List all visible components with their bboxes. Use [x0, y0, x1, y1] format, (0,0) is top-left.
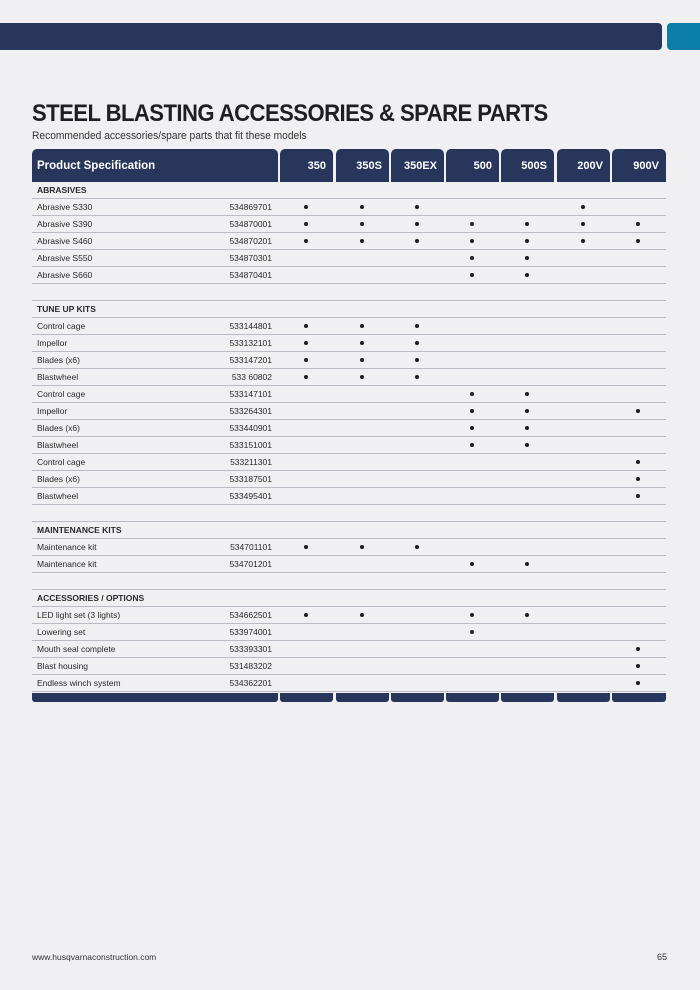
table-row [32, 216, 666, 233]
table-row [32, 420, 666, 437]
fit-dot-icon [360, 358, 364, 362]
fit-dot-icon [581, 205, 585, 209]
part-number: 534870401 [229, 270, 272, 280]
part-number: 534662501 [229, 610, 272, 620]
fit-dot-icon [415, 358, 419, 362]
part-number: 533211301 [230, 457, 272, 467]
table-row [32, 369, 666, 386]
header-product-specification: Product Specification [32, 149, 278, 182]
fit-dot-icon [360, 324, 364, 328]
fit-dot-icon [525, 443, 529, 447]
fit-dot-icon [525, 409, 529, 413]
table-row [32, 386, 666, 403]
fit-dot-icon [470, 426, 474, 430]
fit-dot-icon [636, 409, 640, 413]
fit-dot-icon [525, 392, 529, 396]
fit-dot-icon [525, 222, 529, 226]
section-header [32, 301, 666, 318]
section-title: TUNE UP KITS [37, 304, 96, 314]
fit-dot-icon [415, 239, 419, 243]
footer-bar-segment [336, 693, 389, 702]
part-name: Blastwheel [37, 372, 79, 382]
part-number: 533147201 [229, 355, 272, 365]
fit-dot-icon [525, 613, 529, 617]
fit-dot-icon [415, 324, 419, 328]
section-header [32, 522, 666, 539]
part-name: Abrasive S390 [37, 219, 93, 229]
fit-dot-icon [304, 545, 308, 549]
header-model-900v: 900V [612, 149, 666, 182]
part-number: 533147101 [229, 389, 272, 399]
top-banner-accent [667, 23, 700, 50]
part-number: 533264301 [229, 406, 272, 416]
part-number: 534870301 [229, 253, 272, 263]
table-row [32, 539, 666, 556]
fit-dot-icon [470, 273, 474, 277]
fit-dot-icon [304, 239, 308, 243]
fit-dot-icon [415, 341, 419, 345]
footer-bar-segment [391, 693, 444, 702]
fit-dot-icon [470, 630, 474, 634]
table-body [32, 182, 666, 692]
part-name: Impellor [37, 406, 68, 416]
fit-dot-icon [304, 358, 308, 362]
part-name: Abrasive S460 [37, 236, 93, 246]
part-name: Blastwheel [37, 440, 79, 450]
part-number: 533151001 [229, 440, 272, 450]
section-spacer [32, 573, 666, 590]
part-number: 533440901 [229, 423, 272, 433]
table-row [32, 267, 666, 284]
table-row [32, 352, 666, 369]
page-title: STEEL BLASTING ACCESSORIES & SPARE PARTS [32, 100, 548, 127]
fit-dot-icon [525, 239, 529, 243]
part-name: Mouth seal complete [37, 644, 116, 654]
table-row [32, 488, 666, 505]
part-name: Impellor [37, 338, 68, 348]
fit-dot-icon [304, 375, 308, 379]
table-row [32, 454, 666, 471]
fit-dot-icon [636, 222, 640, 226]
part-name: Blastwheel [37, 491, 79, 501]
part-number: 533974001 [229, 627, 272, 637]
section-spacer [32, 284, 666, 301]
table-footer-bar [32, 693, 666, 702]
footer-bar-segment [32, 693, 278, 702]
part-name: Blast housing [37, 661, 89, 671]
fit-dot-icon [304, 324, 308, 328]
part-name: Maintenance kit [37, 542, 97, 552]
part-number: 533144801 [229, 321, 272, 331]
part-name: Control cage [37, 321, 86, 331]
part-number: 534701201 [229, 559, 272, 569]
fit-dot-icon [470, 392, 474, 396]
fit-dot-icon [470, 256, 474, 260]
part-name: Blades (x6) [37, 474, 80, 484]
table-header [32, 149, 666, 182]
part-name: Lowering set [37, 627, 86, 637]
fit-dot-icon [636, 681, 640, 685]
fit-dot-icon [470, 409, 474, 413]
fit-dot-icon [360, 222, 364, 226]
part-number: 534701101 [230, 542, 272, 552]
fit-dot-icon [525, 273, 529, 277]
table-row [32, 658, 666, 675]
section-spacer [32, 505, 666, 522]
fit-dot-icon [360, 613, 364, 617]
part-name: Control cage [37, 457, 86, 467]
footer-bar-segment [612, 693, 666, 702]
fit-dot-icon [304, 205, 308, 209]
footer-bar-segment [446, 693, 499, 702]
part-name: Abrasive S330 [37, 202, 93, 212]
top-banner [0, 23, 662, 50]
table-row [32, 624, 666, 641]
fit-dot-icon [636, 664, 640, 668]
fit-dot-icon [525, 562, 529, 566]
page-subtitle: Recommended accessories/spare parts that fit these models [32, 130, 307, 142]
part-number: 533393301 [229, 644, 272, 654]
table-row [32, 556, 666, 573]
fit-dot-icon [415, 222, 419, 226]
part-name: Blades (x6) [37, 423, 80, 433]
part-number: 531483202 [229, 661, 272, 671]
fit-dot-icon [415, 375, 419, 379]
table-row [32, 607, 666, 624]
part-name: Abrasive S550 [37, 253, 93, 263]
fit-dot-icon [304, 341, 308, 345]
fit-dot-icon [525, 426, 529, 430]
fit-dot-icon [581, 239, 585, 243]
part-name: Abrasive S660 [37, 270, 93, 280]
part-name: Blades (x6) [37, 355, 80, 365]
table-row [32, 437, 666, 454]
fit-dot-icon [360, 375, 364, 379]
fit-dot-icon [636, 239, 640, 243]
part-number: 534869701 [229, 202, 272, 212]
section-header [32, 590, 666, 607]
footer-url[interactable]: www.husqvarnaconstruction.com [32, 952, 157, 962]
part-name: LED light set (3 lights) [37, 610, 121, 620]
table-row [32, 335, 666, 352]
table-row [32, 233, 666, 250]
part-name: Control cage [37, 389, 86, 399]
fit-dot-icon [525, 256, 529, 260]
fit-dot-icon [636, 647, 640, 651]
fit-dot-icon [304, 222, 308, 226]
section-title: ABRASIVES [37, 185, 87, 195]
fit-dot-icon [636, 494, 640, 498]
footer-bar-segment [501, 693, 554, 702]
part-name: Endless winch system [37, 678, 121, 688]
fit-dot-icon [360, 545, 364, 549]
page-number: 65 [656, 952, 667, 962]
fit-dot-icon [304, 613, 308, 617]
part-number: 533495401 [229, 491, 272, 501]
fit-dot-icon [636, 477, 640, 481]
fit-dot-icon [470, 443, 474, 447]
table-row [32, 199, 666, 216]
section-header [32, 182, 666, 199]
spare-parts-table [32, 149, 666, 702]
part-number: 534870001 [229, 219, 272, 229]
part-number: 533132101 [229, 338, 272, 348]
fit-dot-icon [581, 222, 585, 226]
table-row [32, 641, 666, 658]
fit-dot-icon [360, 239, 364, 243]
section-title: ACCESSORIES / OPTIONS [37, 593, 145, 603]
section-title: MAINTENANCE KITS [37, 525, 122, 535]
table-row [32, 675, 666, 692]
table-row [32, 318, 666, 335]
header-model-350ex: 350EX [391, 149, 444, 182]
fit-dot-icon [470, 613, 474, 617]
header-model-350: 350 [280, 149, 333, 182]
header-model-500: 500 [446, 149, 499, 182]
fit-dot-icon [415, 545, 419, 549]
part-number: 533187501 [229, 474, 272, 484]
fit-dot-icon [360, 341, 364, 345]
fit-dot-icon [415, 205, 419, 209]
fit-dot-icon [470, 239, 474, 243]
header-model-500s: 500S [501, 149, 554, 182]
part-number: 534870201 [229, 236, 272, 246]
footer-bar-segment [557, 693, 610, 702]
table-row [32, 250, 666, 267]
fit-dot-icon [470, 562, 474, 566]
header-model-200v: 200V [557, 149, 610, 182]
fit-dot-icon [470, 222, 474, 226]
footer-bar-segment [280, 693, 333, 702]
fit-dot-icon [360, 205, 364, 209]
part-number: 533 60802 [231, 372, 272, 382]
header-model-350s: 350S [336, 149, 389, 182]
table-row [32, 471, 666, 488]
part-name: Maintenance kit [37, 559, 97, 569]
table-row [32, 403, 666, 420]
part-number: 534362201 [229, 678, 272, 688]
fit-dot-icon [636, 460, 640, 464]
